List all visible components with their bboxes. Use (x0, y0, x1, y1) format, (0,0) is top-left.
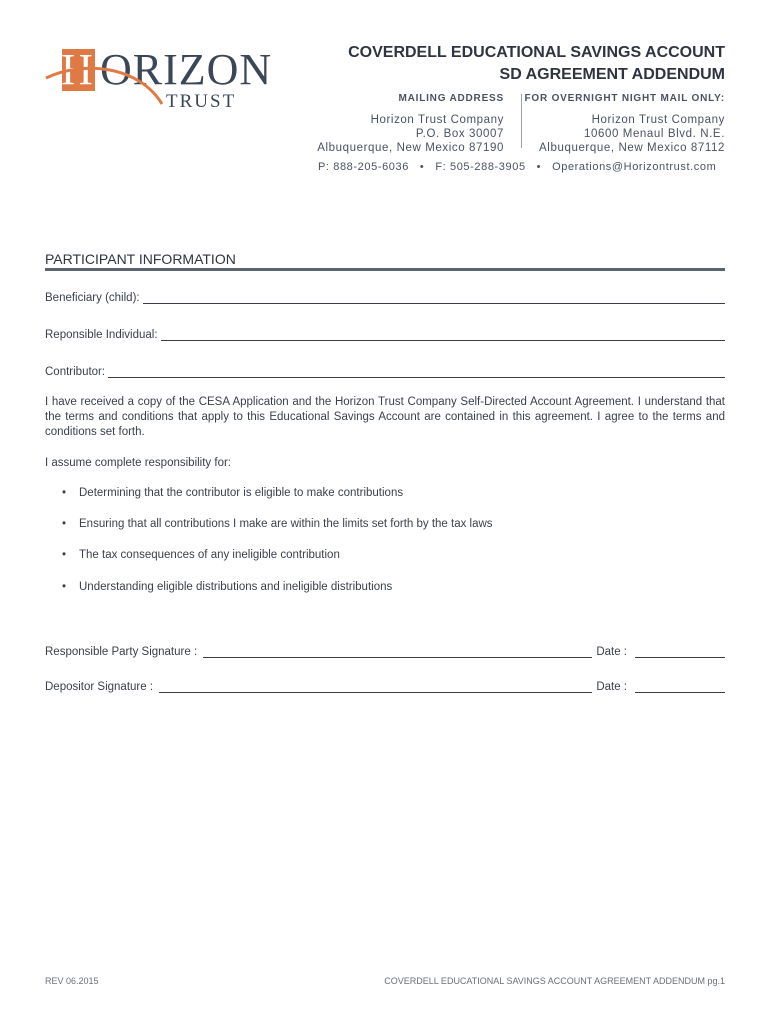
field-label: Contributor: (45, 366, 106, 378)
responsible-individual-field[interactable] (45, 325, 725, 341)
overnight-address-line: Albuquerque, New Mexico 87112 (539, 142, 725, 154)
fax-number: F: 505-288-3905 (435, 161, 526, 173)
responsibility-intro: I assume complete responsibility for: (45, 457, 231, 469)
field-label: Beneficiary (child): (45, 292, 140, 304)
separator-dot: • (536, 161, 542, 173)
overnight-address-line: 10600 Menaul Blvd. N.E. (583, 128, 725, 140)
document-title-line2: SD AGREEMENT ADDENDUM (499, 66, 725, 83)
list-item-text: Understanding eligible distributions and ineligible distributions (79, 581, 393, 593)
responsible-signature-row (45, 642, 725, 658)
contact-line (318, 161, 716, 173)
separator-dot: • (419, 161, 425, 173)
responsible-signature-label: Responsible Party Signature : (45, 646, 198, 658)
bullet-icon: • (62, 487, 67, 499)
date-label: Date : (596, 681, 627, 693)
logo-swoosh-icon (44, 44, 184, 114)
contributor-input-line[interactable] (108, 365, 725, 378)
section-title: PARTICIPANT INFORMATION (45, 251, 236, 267)
depositor-signature-label: Depositor Signature : (45, 681, 154, 693)
mailing-address-heading: MAILING ADDRESS (398, 93, 504, 104)
overnight-address-heading: FOR OVERNIGHT NIGHT MAIL ONLY: (524, 93, 725, 104)
overnight-address-block (525, 93, 725, 155)
overnight-address-line: Horizon Trust Company (591, 114, 725, 126)
list-item (62, 487, 403, 499)
responsible-individual-input-line[interactable] (161, 328, 725, 341)
list-item (62, 549, 340, 561)
revision-label: REV 06.2015 (45, 976, 99, 986)
field-label: Reponsible Individual: (45, 329, 158, 341)
beneficiary-field[interactable] (45, 288, 725, 304)
document-title-line1: COVERDELL EDUCATIONAL SAVINGS ACCOUNT (348, 44, 725, 61)
bullet-icon: • (62, 581, 67, 593)
beneficiary-input-line[interactable] (143, 291, 725, 304)
logo-wordmark: ORIZON (100, 45, 273, 94)
mailing-address-block (317, 93, 504, 155)
list-item-text: Ensuring that all contributions I make are within the limits set forth by the tax laws (79, 518, 493, 530)
agreement-statement: I have received a copy of the CESA Application and the Horizon Trust Company Self-Directed Account Agreement. I understand that the terms and conditions that apply to this Educational Savings Account are contained in this agreement. I agree to the terms and conditions set forth. (45, 396, 725, 438)
list-item (62, 581, 392, 593)
horizon-trust-logo (44, 44, 304, 114)
mailing-address-line: Albuquerque, New Mexico 87190 (317, 142, 504, 154)
logo-subtitle: TRUST (166, 91, 237, 112)
responsible-signature-line[interactable] (203, 645, 592, 658)
phone-number: P: 888-205-6036 (318, 161, 409, 173)
bullet-icon: • (62, 549, 67, 561)
depositor-signature-line[interactable] (159, 680, 592, 693)
date-label: Date : (596, 646, 627, 658)
email-address[interactable]: Operations@Horizontrust.com (552, 161, 717, 173)
list-item-text: Determining that the contributor is eligible to make contributions (79, 487, 404, 499)
responsible-date-line[interactable] (635, 645, 725, 658)
mailing-address-line: P.O. Box 30007 (415, 128, 504, 140)
depositor-signature-row (45, 677, 725, 693)
logo-initial: H (61, 45, 93, 94)
section-divider (45, 268, 725, 271)
list-item-text: The tax consequences of any ineligible contribution (79, 549, 340, 561)
bullet-icon: • (62, 518, 67, 530)
depositor-date-line[interactable] (635, 680, 725, 693)
address-divider (521, 94, 522, 148)
footer-title: COVERDELL EDUCATIONAL SAVINGS ACCOUNT AGREEMENT ADDENDUM pg.1 (384, 976, 725, 986)
mailing-address-line: Horizon Trust Company (370, 114, 504, 126)
contributor-field[interactable] (45, 362, 725, 378)
list-item (62, 518, 493, 530)
